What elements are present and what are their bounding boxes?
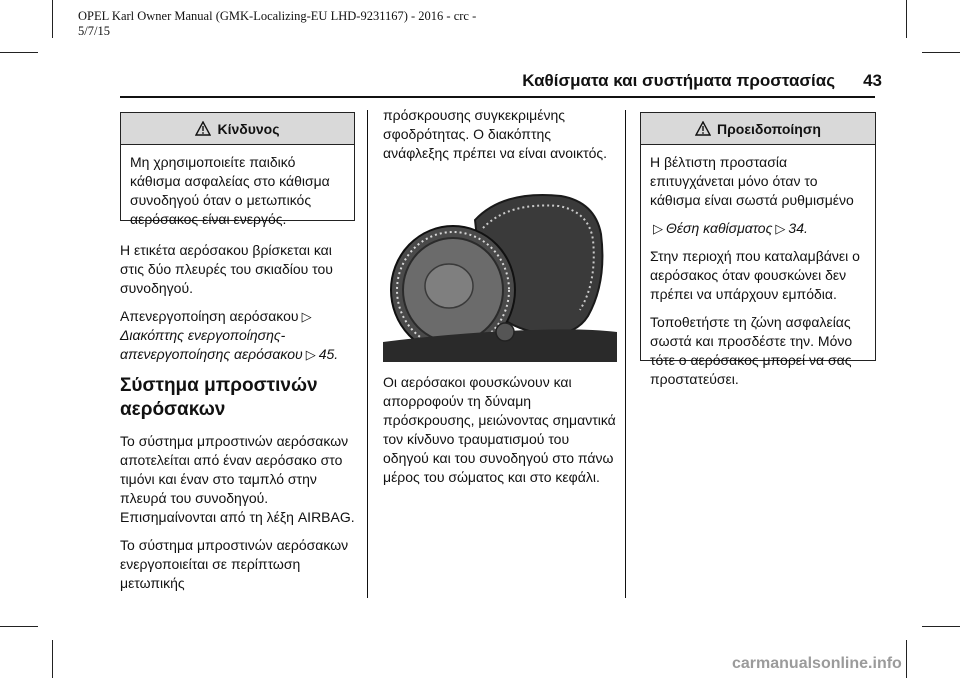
warning-box-body	[641, 145, 875, 406]
arrow-icon: ▷	[305, 347, 316, 362]
crop-mark	[0, 626, 38, 627]
warning-triangle-icon	[695, 121, 711, 136]
airbag-photo	[383, 182, 617, 362]
section-title: Καθίσματα και συστήματα προστασίας	[522, 71, 836, 90]
header-rule	[120, 96, 875, 98]
crop-mark	[906, 0, 907, 38]
warning-paragraph-1: Η βέλτιστη προστασία επιτυγχάνεται μόνο όταν το κάθισμα είναι σωστά ρυθμισμένο	[650, 154, 854, 208]
deactivation-text: Απενεργοποίηση αερόσακου	[120, 308, 299, 324]
meta-line-2: 5/7/15	[78, 24, 110, 38]
crop-mark	[922, 52, 960, 53]
seat-position-reference[interactable]	[650, 219, 866, 238]
warning-box-header	[641, 113, 875, 145]
deactivation-paragraph	[120, 307, 356, 326]
page-number: 43	[863, 71, 882, 90]
section-heading: Σύστημα μπροστινών αερόσακων	[120, 375, 318, 420]
deactivation-reference[interactable]	[120, 326, 356, 364]
meta-line-1: OPEL Karl Owner Manual (GMK-Localizing-EU LHD-9231167) - 2016 - crc -	[78, 9, 477, 23]
warning-triangle-icon	[195, 121, 211, 136]
danger-box-title: Κίνδυνος	[217, 120, 280, 137]
left-column	[120, 241, 356, 602]
reference-link-switch[interactable]: Διακόπτης ενεργοποίησης-απενεργοποίησης αερόσακου	[120, 327, 303, 362]
warning-box-title: Προειδοποίηση	[717, 120, 821, 137]
crop-mark	[52, 640, 53, 678]
warning-paragraph-3: Στην περιοχή που καταλαμβάνει ο αερόσακος όταν φουσκώνει δεν πρέπει να υπάρχουν εμπόδια.	[650, 248, 860, 302]
crop-mark	[906, 640, 907, 678]
section-header	[522, 71, 882, 91]
document-meta	[78, 9, 508, 39]
warning-box	[640, 112, 876, 387]
activation-continued: πρόσκρουσης συγκεκριμένης σφοδρότητας. Ο διακόπτης ανάφλεξης πρέπει να είναι ανοικτός.	[383, 107, 608, 161]
column-divider	[367, 110, 368, 598]
crop-mark	[0, 52, 38, 53]
column-divider	[625, 110, 626, 598]
inflation-paragraph: Οι αερόσακοι φουσκώνουν και απορροφούν τη δύναμη πρόσκρουσης, μειώνοντας σημαντικά τον κίνδυνο τραυματισμού του οδηγού και του συνοδηγού στο πάνω μέρος του σώματος και στο κεφάλι.	[383, 374, 616, 485]
danger-text: Μη χρησιμοποιείτε παιδικό κάθισμα ασφαλείας στο κάθισμα συνοδηγού όταν ο μετωπικός αερόσακος είναι ενεργός.	[130, 154, 330, 227]
arrow-icon: ▷	[775, 221, 786, 236]
crop-mark	[52, 0, 53, 38]
airbag-label-paragraph: Η ετικέτα αερόσακου βρίσκεται και στις δύο πλευρές του σκιαδίου του συνοδηγού.	[120, 242, 333, 296]
warning-paragraph-4: Τοποθετήστε τη ζώνη ασφαλείας σωστά και προσδέστε την. Μόνο τότε ο αερόσακος μπορεί να σας προστατεύσει.	[650, 314, 853, 387]
middle-column	[383, 106, 618, 172]
reference-page: 34.	[788, 220, 808, 236]
system-description: Το σύστημα μπροστινών αερόσακων αποτελείται από έναν αερόσακο στο τιμόνι και έναν στο ταμπλό στην πλευρά του συνοδηγού. Επισημαίνονται από τη λέξη AIRBAG.	[120, 433, 355, 525]
arrow-icon: ▷	[653, 221, 663, 236]
crop-mark	[922, 626, 960, 627]
danger-box-body	[121, 145, 354, 246]
middle-column-lower	[383, 373, 618, 496]
activation-paragraph: Το σύστημα μπροστινών αερόσακων ενεργοποιείται σε περίπτωση μετωπικής	[120, 537, 349, 591]
danger-box-header	[121, 113, 354, 145]
danger-box	[120, 112, 355, 227]
watermark: carmanualsonline.info	[732, 655, 902, 672]
reference-link-seat-position[interactable]: Θέση καθίσματος	[666, 220, 773, 236]
reference-page: 45.	[318, 346, 339, 362]
arrow-icon: ▷	[301, 309, 312, 324]
